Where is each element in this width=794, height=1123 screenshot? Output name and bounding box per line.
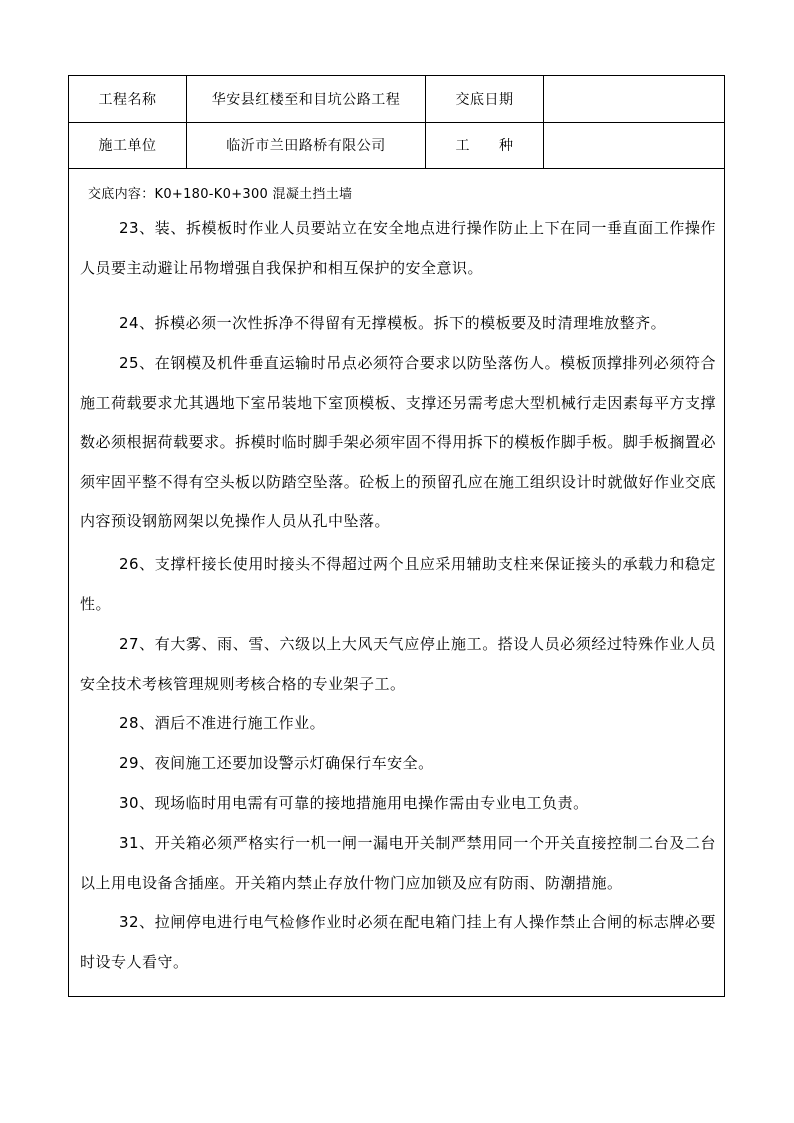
paragraph-23: 23、装、拆模板时作业人员要站立在安全地点进行操作防止上下在同一垂直面工作操作人员要主动避让吊物增强自我保护和相互保护的安全意识。 (80, 219, 716, 277)
header-row-project (69, 76, 724, 123)
paragraph-26: 26、支撑杆接长使用时接头不得超过两个且应采用辅助支柱来保证接头的承载力和稳定性。 (80, 555, 716, 613)
unit-value: 临沂市兰田路桥有限公司 (226, 138, 386, 154)
project-name-value: 华安县红楼至和目坑公路工程 (211, 92, 401, 108)
content-area (69, 169, 724, 996)
date-label: 交底日期 (455, 92, 514, 108)
paragraph-31: 31、开关箱必须严格实行一机一闸一漏电开关制严禁用同一个开关直接控制二台及二台以上用电设备含插座。开关箱内禁止存放什物门应加锁及应有防雨、防潮措施。 (80, 834, 716, 892)
paragraph-27: 27、有大雾、雨、雪、六级以上大风天气应停止施工。搭设人员必须经过特殊作业人员安全技术考核管理规则考核合格的专业架子工。 (80, 635, 716, 693)
paragraph-24: 24、拆模必须一次性拆净不得留有无撑模板。拆下的模板要及时清理堆放整齐。 (119, 314, 667, 332)
paragraph-29: 29、夜间施工还要加设警示灯确保行车安全。 (119, 754, 434, 772)
date-value (544, 76, 726, 122)
trade-value (544, 122, 726, 168)
paragraph-32: 32、拉闸停电进行电气检修作业时必须在配电箱门挂上有人操作禁止合闸的标志牌必要时设专人看守。 (80, 913, 716, 971)
disclosure-form (68, 75, 725, 997)
paragraph-28: 28、酒后不准进行施工作业。 (119, 714, 326, 732)
paragraph-30: 30、现场临时用电需有可靠的接地措施用电操作需由专业电工负责。 (119, 794, 589, 812)
content-summary: 交底内容：K0+180-K0+300 混凝土挡土墙 (88, 187, 353, 202)
header-row-unit (69, 122, 724, 169)
unit-label: 施工单位 (98, 138, 157, 154)
paragraph-25: 25、在钢模及机件垂直运输时吊点必须符合要求以防坠落伤人。模板顶撑排列必须符合施工荷载要求尤其遇地下室吊装地下室顶模板、支撑还另需考虑大型机械行走因素每平方支撑数必须根据荷载要求。拆模时临时脚手架必须牢固不得用拆下的模板作脚手板。脚手板搁置必须牢固平整不得有空头板以防踏空坠落。砼板上的预留孔应在施工组织设计时就做好作业交底内容预设钢筋网架以免操作人员从孔中坠落。 (80, 354, 716, 530)
project-name-label: 工程名称 (98, 92, 157, 108)
trade-label: 工 种 (455, 138, 514, 154)
